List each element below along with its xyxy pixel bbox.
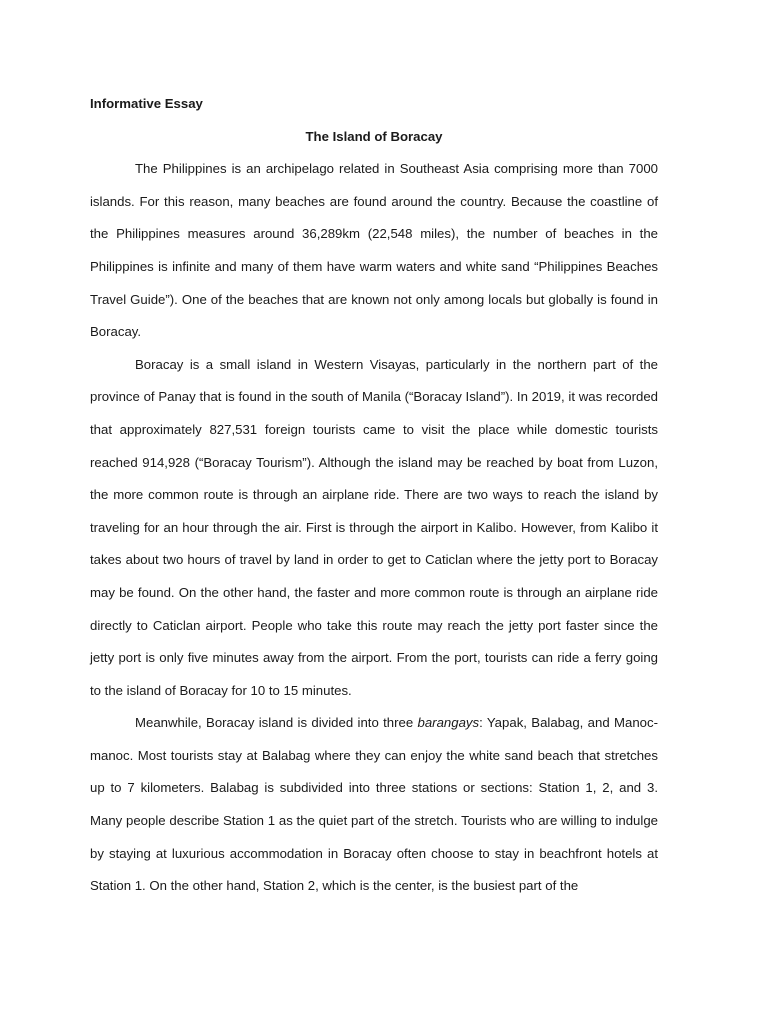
paragraph-3-italic-term: barangays [417,715,480,731]
paragraph-1: The Philippines is an archipelago related in Southeast Asia comprising more than 7000 islands. For this reason, many beaches are found around the country. Because the coastline of the Philippines measures around 36,289km (22,548 miles), the number of beaches in the Philippines is infinite and many of them have warm waters and white sand “Philippines Beaches Travel Guide”). One of the beaches that are known not only among locals but globally is found in Boracay. [90,161,658,340]
paragraph-3 [90,707,658,903]
paragraph-2: Boracay is a small island in Western Visayas, particularly in the northern part of the province of Panay that is found in the south of Manila (“Boracay Island”). In 2019, it was recorded that approximately 827,531 foreign tourists came to visit the place while domestic tourists reached 914,928 (“Boracay Tourism”). Although the island may be reached by boat from Luzon, the more common route is through an airplane ride. There are two ways to reach the island by traveling for an hour through the air. First is through the airport in Kalibo. However, from Kalibo it takes about two hours of travel by land in order to get to Caticlan where the jetty port to Boracay may be found. On the other hand, the faster and more common route is through an airplane ride directly to Caticlan airport. People who take this route may reach the jetty port faster since the jetty port is only five minutes away from the airport. From the port, tourists can ride a ferry going to the island of Boracay for 10 to 15 minutes. [90,356,658,698]
paragraph-3-end: : Yapak, Balabag, and Manoc-manoc. Most tourists stay at Balabag where they can enjoy the white sand beach that stretches up to 7 kilometers. Balabag is subdivided into three stations or sections: Station 1, 2, and 3. Many people describe Station 1 as the quiet part of the stretch. Tourists who are willing to indulge by staying at luxurious accommodation in Boracay often choose to stay in beachfront hotels at Station 1. On the other hand, Station 2, which is the center, is the busiest part of the [90,715,658,894]
essay-title: The Island of Boracay [305,128,443,144]
essay-type-label: Informative Essay [90,96,203,111]
document-body [90,88,658,903]
paragraph-3-start: Meanwhile, Boracay island is divided into three [135,715,418,731]
